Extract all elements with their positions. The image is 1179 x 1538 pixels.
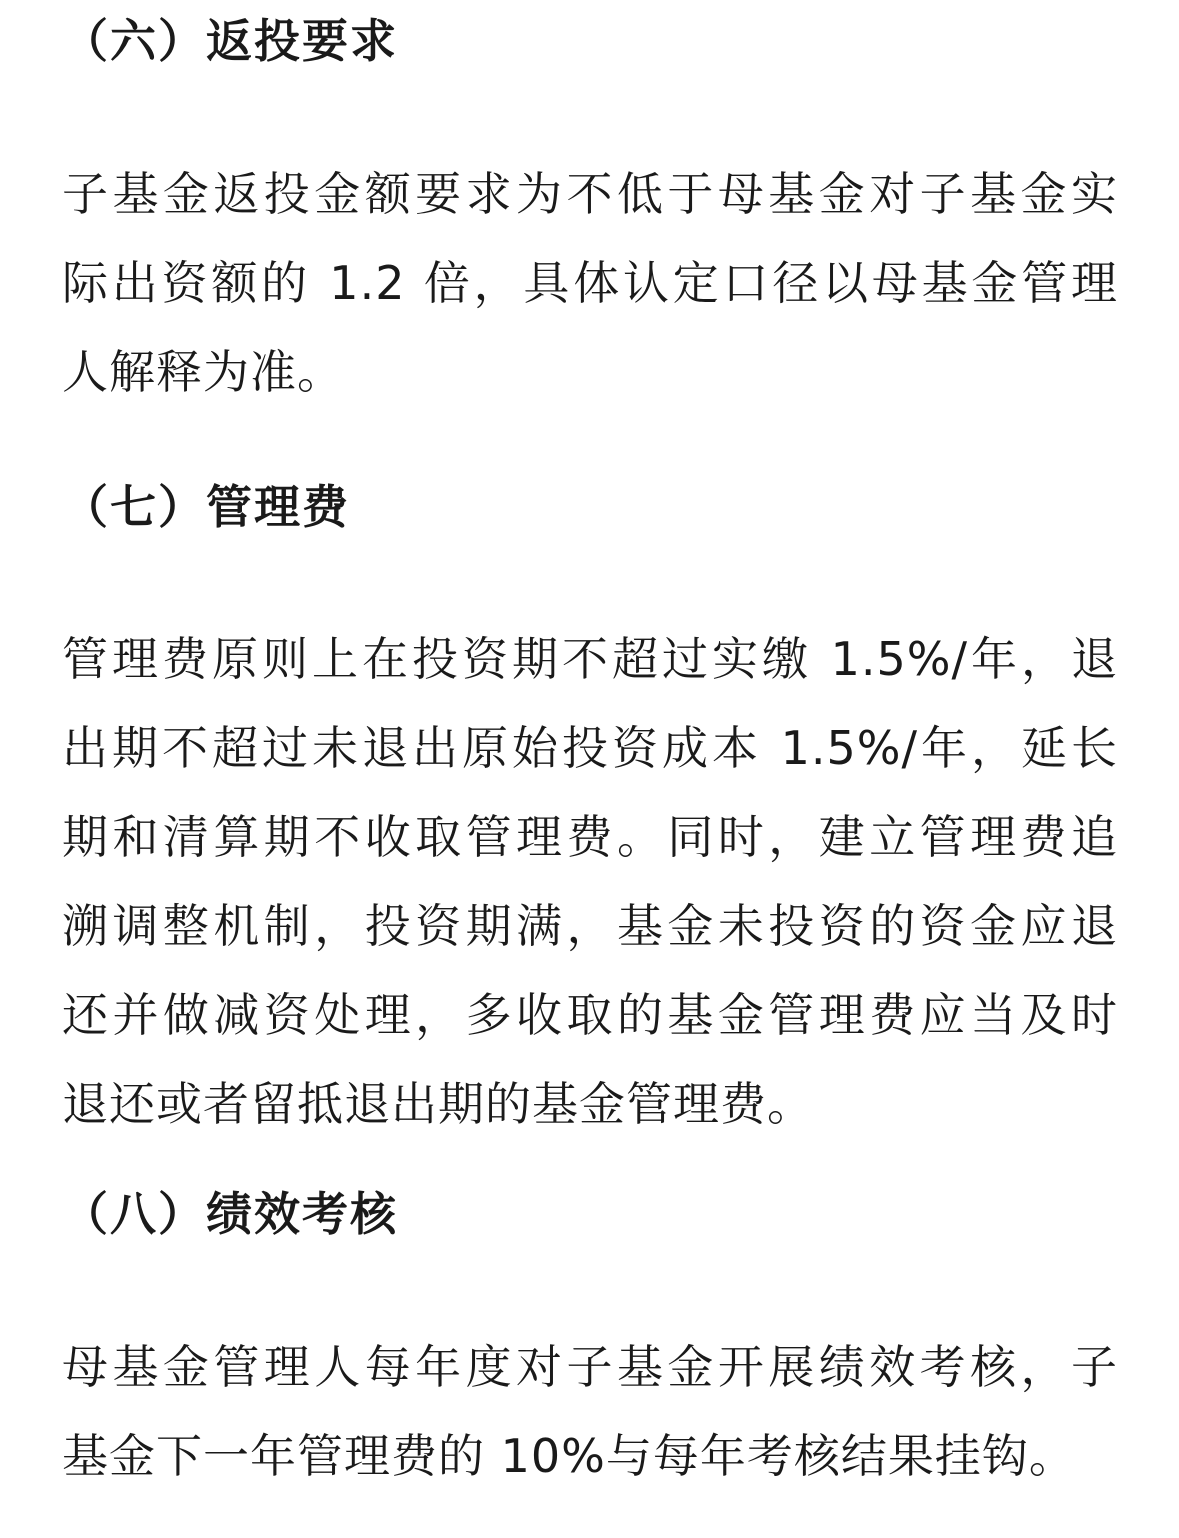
body-line: 溯调整机制，投资期满，基金未投资的资金应退 <box>62 899 1118 953</box>
section-body-management-fee <box>62 615 1118 1149</box>
section-body-performance-evaluation <box>62 1323 1118 1501</box>
body-line: 退还或者留抵退出期的基金管理费。 <box>62 1077 814 1131</box>
body-line: 还并做减资处理，多收取的基金管理费应当及时 <box>62 988 1118 1042</box>
section-heading-performance-evaluation: （八）绩效考核 <box>62 1187 398 1241</box>
body-line: 人解释为准。 <box>62 345 344 399</box>
section-heading-return-investment: （六）返投要求 <box>62 14 398 68</box>
body-line: 子基金返投金额要求为不低于母基金对子基金实 <box>62 167 1118 221</box>
body-line: 基金下一年管理费的 10%与每年考核结果挂钩。 <box>62 1429 1076 1483</box>
section-body-return-investment <box>62 150 1118 417</box>
body-line: 母基金管理人每年度对子基金开展绩效考核，子 <box>62 1340 1118 1394</box>
section-heading-management-fee: （七）管理费 <box>62 480 350 534</box>
body-line: 期和清算期不收取管理费。同时，建立管理费追 <box>62 810 1118 864</box>
body-line: 际出资额的 1.2 倍，具体认定口径以母基金管理 <box>62 256 1118 310</box>
body-line: 管理费原则上在投资期不超过实缴 1.5%/年，退 <box>62 632 1118 686</box>
body-line: 出期不超过未退出原始投资成本 1.5%/年，延长 <box>62 721 1118 775</box>
